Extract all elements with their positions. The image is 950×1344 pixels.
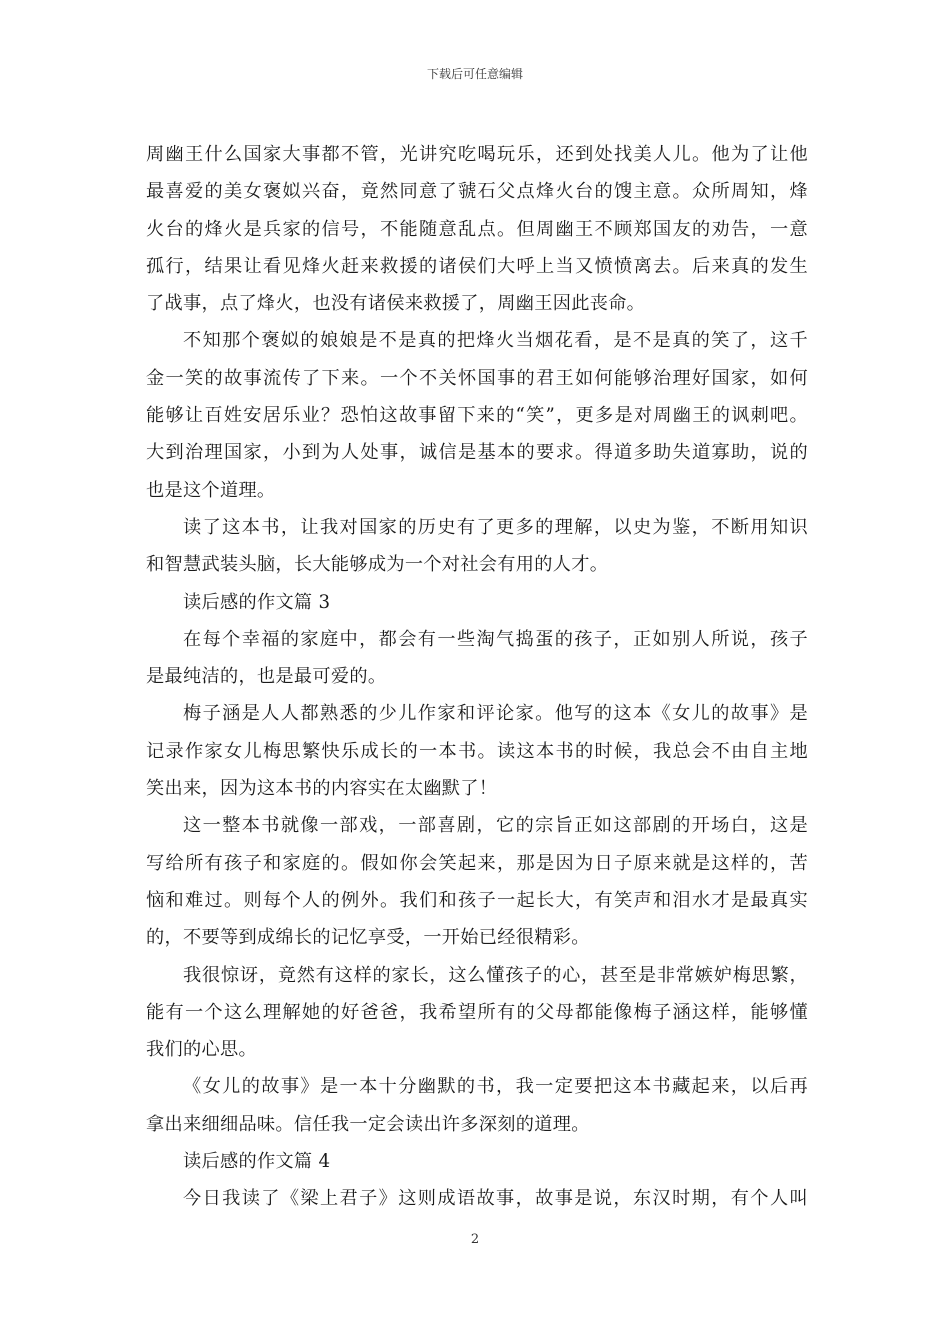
text-line: 读了这本书，让我对国家的历史有了更多的理解，以史为鉴，不断用知识	[183, 516, 808, 538]
text-line: 恼和难过。则每个人的例外。我们和孩子一起长大，有笑声和泪水才是最真实	[146, 889, 808, 911]
text-line: 是最纯洁的，也是最可爱的。	[146, 666, 387, 688]
text-line: 金一笑的故事流传了下来。一个不关怀国事的君王如何能够治理好国家，如何	[146, 367, 808, 389]
text-line: 最喜爱的美女褒姒兴奋，竟然同意了虢石父点烽火台的馊主意。众所周知，烽	[146, 181, 808, 203]
text-line: 记录作家女儿梅思繁快乐成长的一本书。读这本书的时候，我总会不由自主地	[146, 740, 808, 762]
text-line: 大到治理国家，小到为人处事，诚信是基本的要求。得道多助失道寡助，说的	[146, 442, 808, 464]
text-line: 了战事，点了烽火，也没有诸侯来救援了，周幽王因此丧命。	[146, 293, 646, 315]
text-line: 能有一个这么理解她的好爸爸，我希望所有的父母都能像梅子涵这样，能够懂	[146, 1001, 808, 1023]
text-line: 火台的烽火是兵家的信号，不能随意乱点。但周幽王不顾郑国友的劝告，一意	[146, 218, 808, 240]
text-line: 《女儿的故事》是一本十分幽默的书，我一定要把这本书藏起来，以后再	[183, 1076, 808, 1098]
text-line: 不知那个褒姒的娘娘是不是真的把烽火当烟花看，是不是真的笑了，这千	[183, 330, 808, 352]
text-line: 周幽王什么国家大事都不管，光讲究吃喝玩乐，还到处找美人儿。他为了让他	[146, 144, 808, 165]
text-line: 也是这个道理。	[146, 479, 276, 501]
text-line: 读后感的作文篇 4	[183, 1151, 331, 1173]
page-number: 2	[470, 1232, 480, 1247]
text-line: 这一整本书就像一部戏，一部喜剧，它的宗旨正如这部剧的开场白，这是	[183, 815, 808, 837]
text-line: 笑出来，因为这本书的内容实在太幽默了！	[146, 778, 498, 800]
text-line: 和智慧武装头脑，长大能够成为一个对社会有用的人才。	[146, 554, 609, 576]
text-line: 读后感的作文篇 3	[183, 591, 331, 613]
text-line: 今日我读了《梁上君子》这则成语故事，故事是说，东汉时期，有个人叫	[183, 1188, 808, 1210]
text-line: 拿出来细细品味。信任我一定会读出许多深刻的道理。	[146, 1113, 590, 1135]
page-header: 下载后可任意编辑	[426, 67, 523, 81]
text-line: 的，不要等到成绵长的记忆享受，一开始已经很精彩。	[146, 927, 590, 949]
text-line: 梅子涵是人人都熟悉的少儿作家和评论家。他写的这本《女儿的故事》是	[183, 703, 808, 725]
text-line: 我们的心思。	[146, 1039, 257, 1061]
text-line: 孤行，结果让看见烽火赶来救援的诸侯们大呼上当又愤愤离去。后来真的发生	[146, 255, 808, 277]
text-line: 我很惊讶，竟然有这样的家长，这么懂孩子的心，甚至是非常嫉妒梅思繁，	[183, 964, 808, 986]
text-line: 能够让百姓安居乐业？恐怕这故事留下来的“笑”，更多是对周幽王的讽刺吧。	[146, 405, 808, 427]
text-line: 在每个幸福的家庭中，都会有一些淘气捣蛋的孩子，正如别人所说，孩子	[183, 628, 808, 650]
document-body	[146, 136, 808, 1218]
text-line: 写给所有孩子和家庭的。假如你会笑起来，那是因为日子原来就是这样的，苦	[146, 852, 808, 874]
